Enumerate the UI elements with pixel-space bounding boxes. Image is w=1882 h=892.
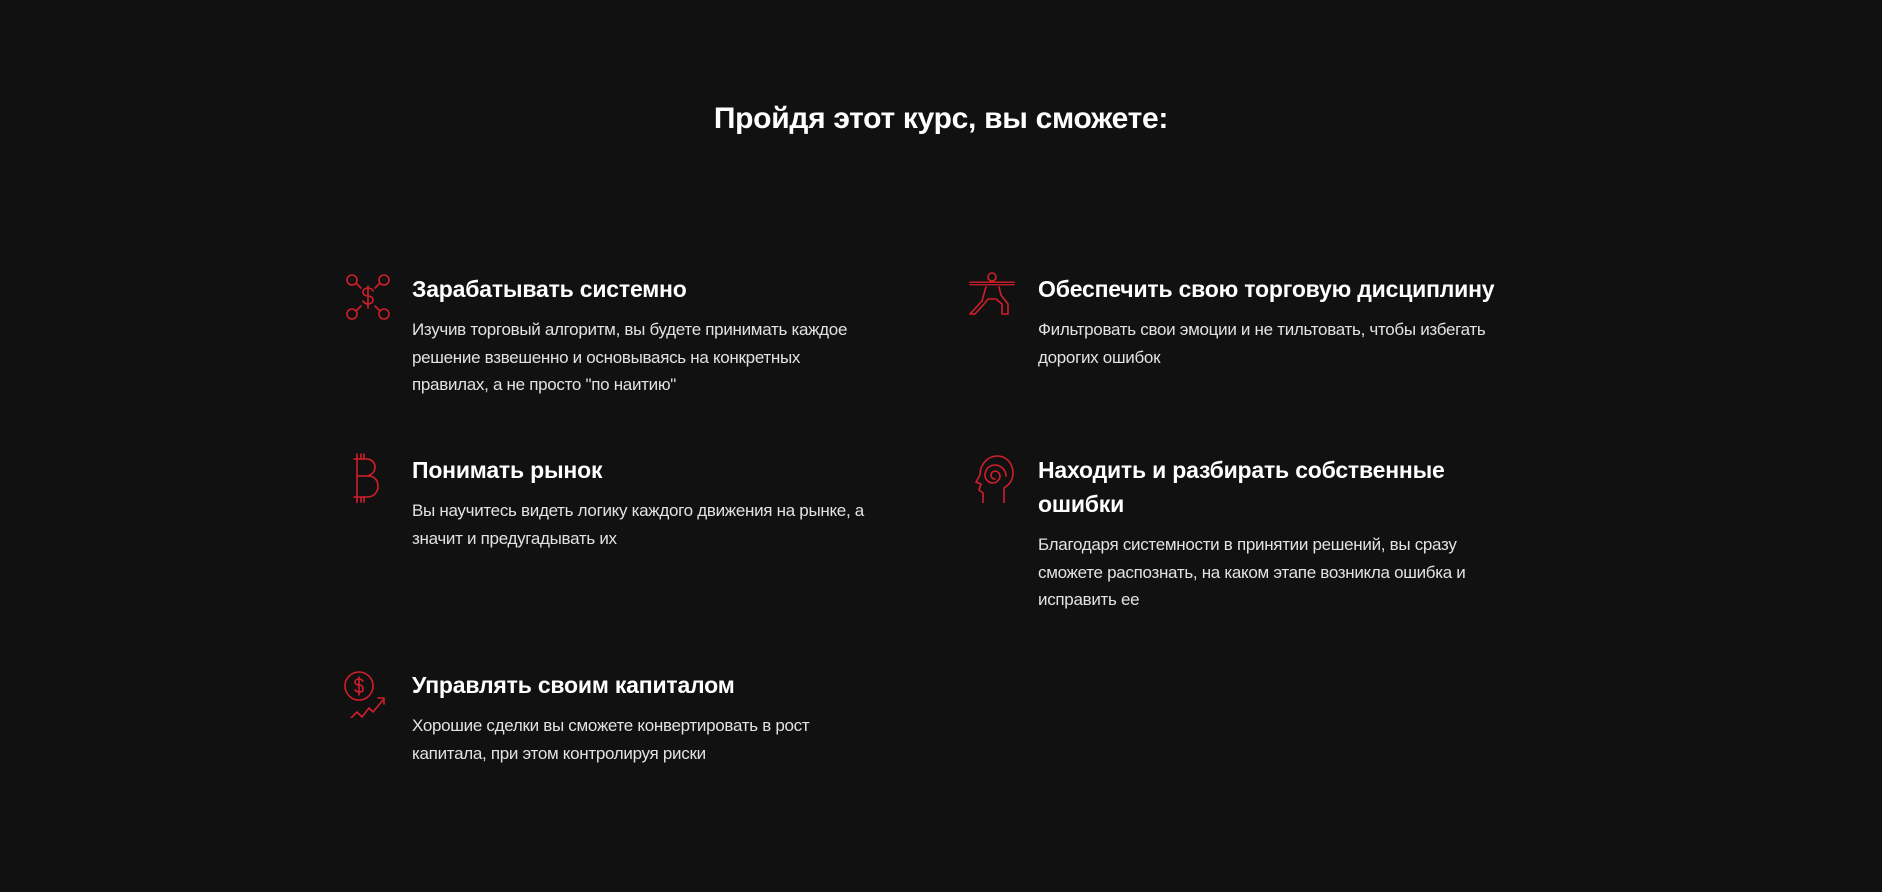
- section-title: Пройдя этот курс, вы сможете:: [713, 102, 1169, 135]
- heading-line: Зарабатывать системно: [412, 276, 687, 302]
- heading-line: Управлять своим капиталом: [412, 672, 735, 698]
- benefit-heading: [1038, 453, 1538, 521]
- heading-line: Понимать рынок: [412, 457, 603, 483]
- benefit-heading: [412, 668, 912, 702]
- benefit-heading: [412, 272, 912, 306]
- description-line: Вы научитесь видеть логику каждого движения на рынке, а: [412, 501, 864, 520]
- description-line: исправить ее: [1038, 590, 1140, 609]
- description-line: Изучив торговый алгоритм, вы будете принимать каждое: [412, 320, 848, 339]
- head-spiral-icon: [969, 453, 1019, 503]
- yoga-figure-icon: [969, 272, 1019, 322]
- benefit-heading: [1038, 272, 1538, 306]
- description-line: Благодаря системности в принятии решений, вы сразу: [1038, 535, 1457, 554]
- description-line: дорогих ошибок: [1038, 347, 1161, 367]
- description-line: Фильтровать свои эмоции и не тильтовать, чтобы избегать: [1038, 320, 1486, 339]
- heading-line: Обеспечить свою торговую дисциплину: [1038, 276, 1495, 302]
- dollar-growth-icon: [343, 668, 393, 718]
- benefit-description: [412, 316, 912, 399]
- description-line: решение взвешенно и основываясь на конкретных: [412, 347, 801, 367]
- benefit-heading: [412, 453, 912, 487]
- description-line: Хорошие сделки вы сможете конвертировать в рост: [412, 716, 810, 735]
- heading-line: Находить и разбирать собственные: [1038, 457, 1445, 483]
- benefit-description: [1038, 531, 1538, 614]
- benefit-description: [1038, 316, 1538, 371]
- benefit-description: [412, 712, 912, 767]
- network-dollar-icon: [343, 272, 393, 322]
- description-line: сможете распознать, на каком этапе возникла ошибка и: [1038, 562, 1466, 582]
- description-line: капитала, при этом контролируя риски: [412, 743, 706, 763]
- benefit-description: [412, 497, 912, 552]
- bitcoin-icon: [343, 453, 393, 503]
- heading-line: ошибки: [1038, 491, 1125, 517]
- description-line: значит и предугадывать их: [412, 528, 617, 548]
- description-line: правилах, а не просто "по наитию": [412, 375, 677, 394]
